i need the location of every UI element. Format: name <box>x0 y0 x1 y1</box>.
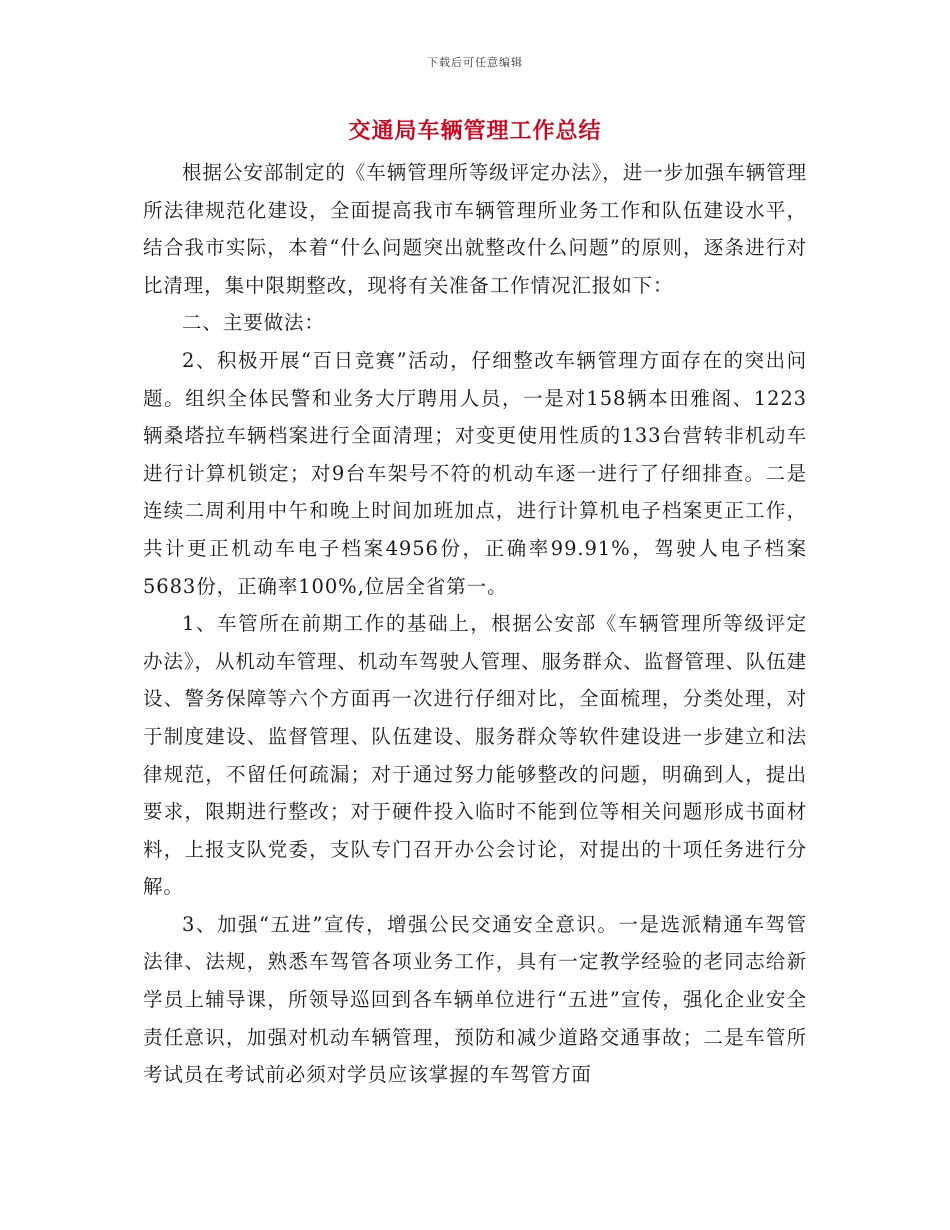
paragraph-item-1: 1、车管所在前期工作的基础上，根据公安部《车辆管理所等级评定办法》，从机动车管理、机动车驾驶人管理、服务群众、监督管理、队伍建设、警务保障等六个方面再一次进行仔细对比，全面梳理，分类处理，对于制度建设、监督管理、队伍建设、服务群众等软件建设进一步建立和法律规范，不留任何疏漏；对于通过努力能够整改的问题，明确到人，提出要求，限期进行整改；对于硬件投入临时不能到位等相关问题形成书面材料，上报支队党委，支队专门召开办公会讨论，对提出的十项任务进行分解。 <box>143 612 807 899</box>
paragraph-item-2: 2、积极开展“百日竞赛”活动，仔细整改车辆管理方面存在的突出问题。组织全体民警和业务大厅聘用人员，一是对158辆本田雅阁、1223辆桑塔拉车辆档案进行全面清理；对变更使用性质的133台营转非机动车进行计算机锁定；对9台车架号不符的机动车逐一进行了仔细排查。二是连续二周利用中午和晚上时间加班加点，进行计算机电子档案更正工作，共计更正机动车电子档案4956份，正确率99.91%，驾驶人电子档案5683份，正确率100%,位居全省第一。 <box>143 348 807 598</box>
section-heading-main-practices: 二、主要做法： <box>182 311 325 335</box>
paragraph-intro: 根据公安部制定的《车辆管理所等级评定办法》，进一步加强车辆管理所法律规范化建设，全面提高我市车辆管理所业务工作和队伍建设水平，结合我市实际，本着“什么问题突出就整改什么问题”的原则，逐条进行对比清理，集中限期整改，现将有关准备工作情况汇报如下： <box>143 161 807 297</box>
header-note: 下载后可任意编辑 <box>427 56 523 69</box>
document-body <box>143 154 807 1094</box>
paragraph-item-3: 3、加强“五进”宣传，增强公民交通安全意识。一是选派精通车驾管法律、法规，熟悉车驾管各项业务工作，具有一定教学经验的老同志给新学员上辅导课，所领导巡回到各车辆单位进行“五进”宣传，强化企业安全责任意识，加强对机动车辆管理，预防和减少道路交通事故；二是车管所考试员在考试前必须对学员应该掌握的车驾管方面 <box>143 912 807 1087</box>
document-title: 交通局车辆管理工作总结 <box>348 118 602 144</box>
